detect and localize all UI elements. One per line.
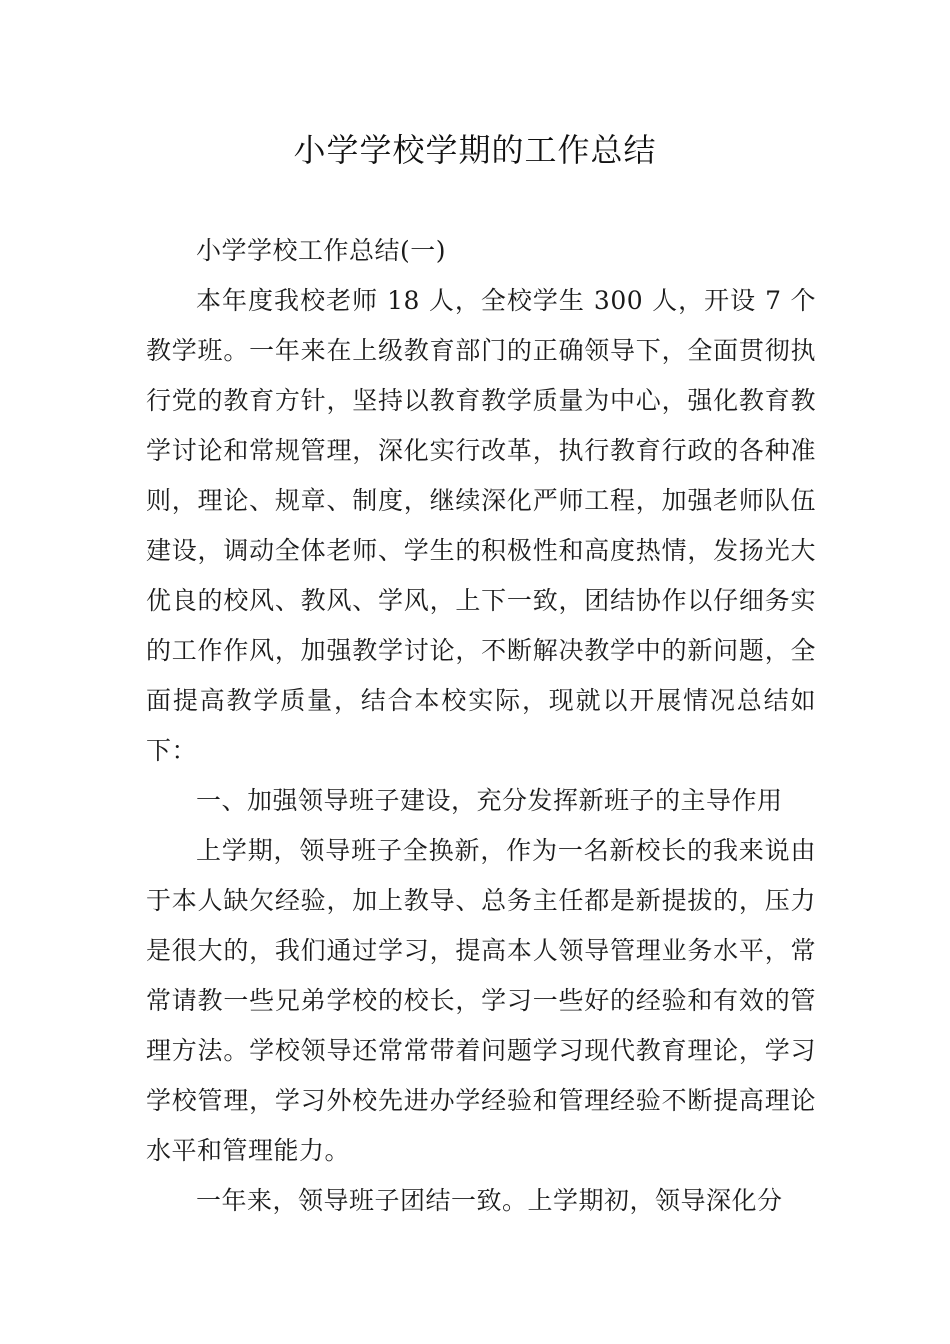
paragraph-unity: 一年来，领导班子团结一致。上学期初，领导深化分 (196, 1186, 783, 1215)
document-body (146, 226, 816, 1226)
section-heading-1: 一、加强领导班子建设，充分发挥新班子的主导作用 (196, 786, 783, 815)
document-title: 小学学校学期的工作总结 (293, 131, 657, 169)
paragraph-intro: 本年度我校老师 18 人，全校学生 300 人，开设 7 个教学班。一年来在上级教育部门的正确领导下，全面贯彻执行党的教育方针，坚持以教育教学质量为中心，强化教育教学讨论和常规管理，深化实行改革，执行教育行政的各种准则，理论、规章、制度，继续深化严师工程，加强老师队伍建设，调动全体老师、学生的积极性和高度热情，发扬光大优良的校风、教风、学风，上下一致，团结协作以仔细务实的工作作风，加强教学讨论，不断解决教学中的新问题，全面提高教学质量，结合本校实际，现就以开展情况总结如下： (146, 286, 816, 765)
paragraph-leadership: 上学期，领导班子全换新，作为一名新校长的我来说由于本人缺欠经验，加上教导、总务主任都是新提拔的，压力是很大的，我们通过学习，提高本人领导管理业务水平，常常请教一些兄弟学校的校长，学习一些好的经验和有效的管理方法。学校领导还常常带着问题学习现代教育理论，学习学校管理，学习外校先进办学经验和管理经验不断提高理论水平和管理能力。 (146, 836, 816, 1165)
paragraph-subtitle: 小学学校工作总结(一) (196, 236, 447, 265)
